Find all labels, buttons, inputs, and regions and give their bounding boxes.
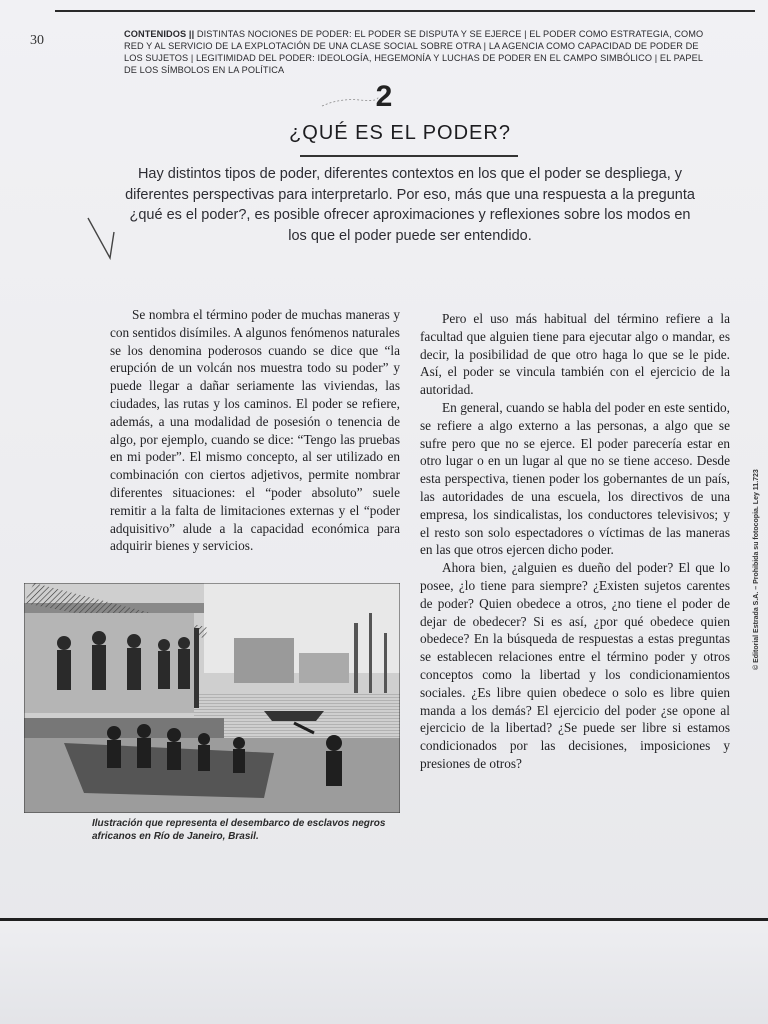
illustration-caption: Ilustración que representa el desembarco de esclavos negros africanos en Río de Janeiro, Brasil. bbox=[92, 818, 386, 842]
title-rule bbox=[300, 155, 518, 157]
pen-check-mark bbox=[80, 210, 140, 270]
contents-text: DISTINTAS NOCIONES DE PODER: EL PODER SE DISPUTA Y SE EJERCE | EL PODER COMO ESTRATEGIA, COMO RED Y AL SERVICIO DE LA EXPLOTACIÓN DE UNA CLASE SOCIAL SOBRE OTRA | LA AGENCIA COMO CAPACIDAD DE PODER DE LOS SUJETOS | LEGITIMIDAD DEL PODER: IDEOLOGÍA, HEGEMONÍA Y LUCHAS DE PODER EN EL CAMPO SIMBÓLICO | EL PAPEL DE LOS SÍMBOLOS EN LA POLÍTICA bbox=[124, 29, 704, 75]
page-bottom-margin bbox=[0, 920, 768, 1024]
footer-rule bbox=[0, 918, 768, 921]
chapter-contents bbox=[124, 28, 708, 76]
slave-landing-illustration bbox=[24, 583, 400, 813]
paragraph: Ahora bien, ¿alguien es dueño del poder? El que lo posee, ¿lo tiene para siempre? ¿Existen sujetos carentes de poder? Quien obedece a otros, ¿no tiene el poder de dejar de obedecer? Si es así, ¿por qué obedece quien obedece? En la búsqueda de respuestas a estas preguntas se establecen relaciones entre el término poder y otros conceptos como la libertad y los condicionamientos sociales. ¿Es libre quien obedece o solo es libre quien manda a los demás? El ejercicio del poder ¿se opone al ejercicio de la libertad? ¿Se puede ser libre si estamos condicionados por las decisiones, imposiciones y presiones de otros? bbox=[420, 560, 730, 771]
page-number: 30 bbox=[30, 33, 44, 48]
copyright-text: © Editorial Estrada S.A. – Prohibida su fotocopia. Ley 11.723 bbox=[753, 469, 760, 670]
paragraph: Pero el uso más habitual del término refiere a la facultad que alguien tiene para ejecutar algo o mandar, es decir, la posibilidad de que otro haga lo que se le pide. Así, el poder se vincula también con el ejercicio de la autoridad. bbox=[420, 311, 730, 398]
chapter-intro: Hay distintos tipos de poder, diferentes contextos en los que el poder se despliega, y diferentes perspectivas para interpretarlo. Por eso, más que una respuesta a la pregunta ¿qué es el poder?, es posible ofrecer aproximaciones y reflexiones sobre los modos en los que el poder puede ser entendido. bbox=[125, 166, 695, 244]
copyright-note bbox=[752, 400, 764, 670]
left-column bbox=[110, 306, 400, 555]
paragraph: Se nombra el término poder de muchas maneras y con sentidos disímiles. A algunos fenómenos naturales se los denomina poderosos cuando se dice que “la erupción de un volcán nos muestra todo su poder” y puede llegar a dañar seriamente las viviendas, las ciudades, las rutas y los caminos. El poder se refiere, además, a una modalidad de posesión o tenencia de algo, por ejemplo, cuando se dice: “Tengo las pruebas en mi poder”. El mismo concepto, al ser utilizado en combinación con ciertos adjetivos, permite nombrar diferentes situaciones: el “poder absoluto” suele remitir a la falta de limitaciones externas y el “poder adquisitivo” alude a la capacidad económica para adquirir bienes y servicios. bbox=[110, 307, 400, 554]
chapter-title: ¿QUÉ ES EL PODER? bbox=[289, 122, 511, 144]
paragraph: En general, cuando se habla del poder en este sentido, se refiere a algo externo a las personas, a algo que se sufre pero que no se ejerce. El poder parecería estar en otro lugar o en un lugar al que no se tiene acceso. Desde esta perspectiva, tienen poder los gobernantes de un país, las autoridades de una escuela, los directivos de una empresa, los sindicalistas, los conductores televisivos; y el resto son solo espectadores o víctimas de las maneras en las que otros ejercen dicho poder. bbox=[420, 399, 730, 558]
contents-label: CONTENIDOS || bbox=[124, 29, 195, 39]
header-rule bbox=[55, 10, 755, 12]
right-column bbox=[420, 310, 730, 773]
chapter-number: 2 bbox=[375, 80, 393, 113]
